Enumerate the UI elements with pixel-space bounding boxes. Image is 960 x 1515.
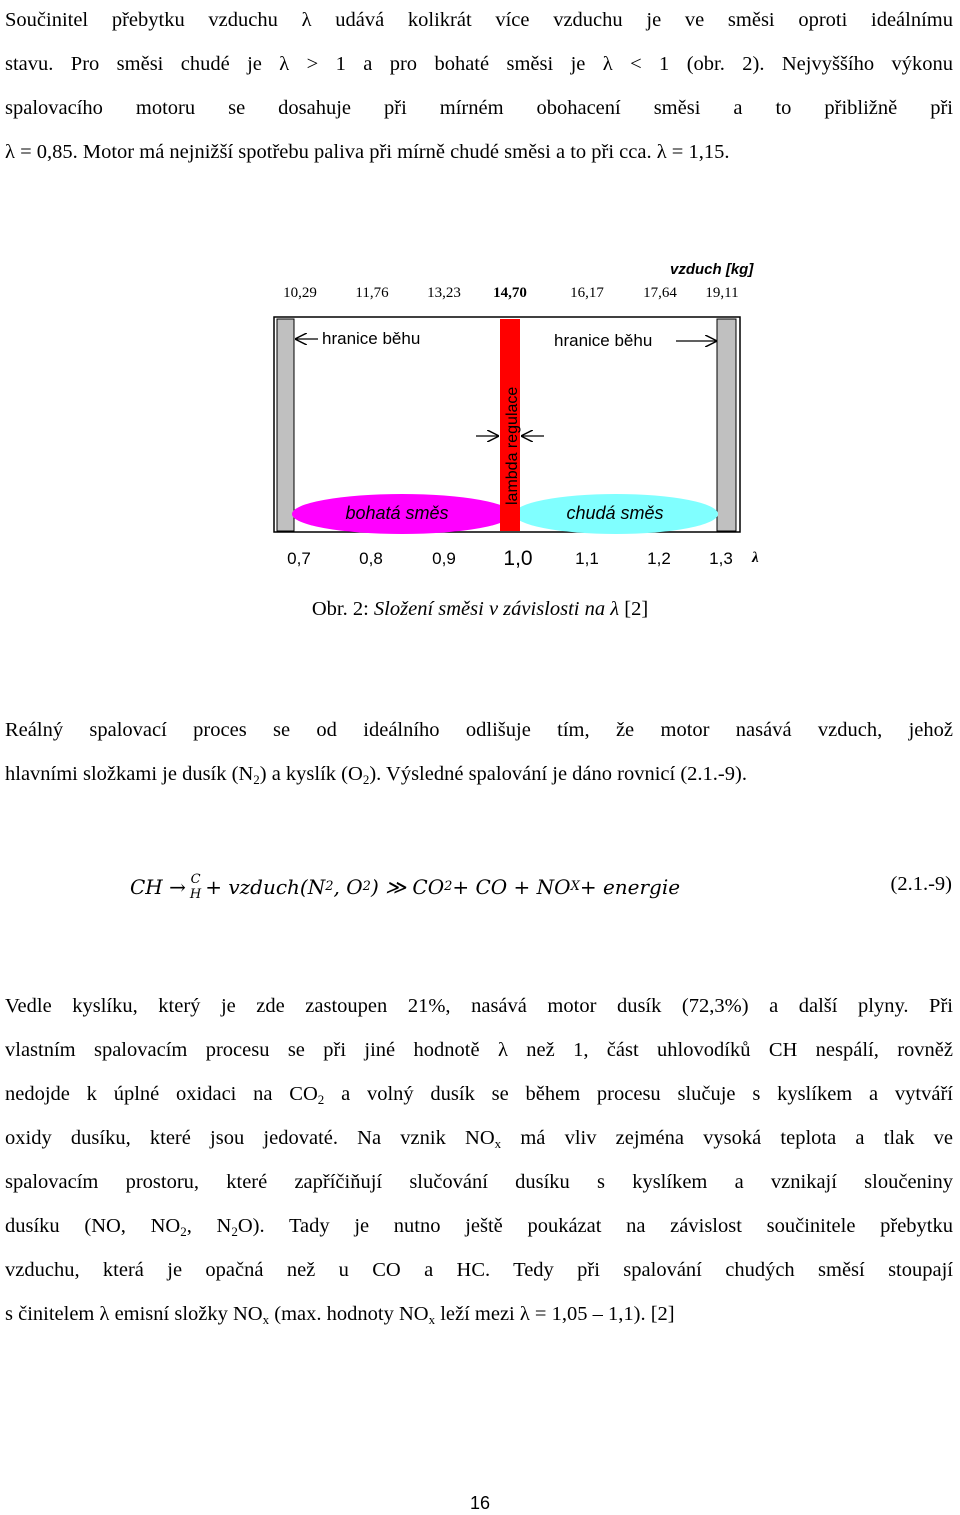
left-limit-label: hranice běhu	[322, 329, 421, 348]
bottom-tick: 0,7	[287, 549, 311, 568]
paragraph-emissions	[5, 984, 953, 1336]
caption-text: Složení směsi v závislosti na λ	[368, 598, 620, 620]
text-line: vzduchu, která je opačná než u CO a HC. Tedy při spalování chudých směsí stoupají	[5, 1259, 953, 1281]
text-line: dusíku (NO, $NO_2$, $N_2O$). Tady je nutno ještě poukázat na závislost součinitele přebytku	[5, 1215, 953, 1239]
center-band-label: lambda regulace	[504, 386, 521, 505]
bottom-tick: 0,8	[359, 549, 383, 568]
text-line: spalovacím prostoru, které zapříčiňují slučování dusíku s kyslíkem a vznikají sloučeniny	[5, 1171, 953, 1193]
top-tick: 16,17	[570, 285, 604, 301]
rich-mixture-label: bohatá směs	[345, 503, 449, 523]
top-tick: 10,29	[283, 285, 317, 301]
text-line: Vedle kyslíku, který je zde zastoupen 21%, nasává motor dusík (72,3%) a další plyny. Při	[5, 995, 953, 1017]
page-number: 16	[469, 1493, 491, 1513]
right-limit-label: hranice běhu	[554, 331, 653, 350]
bottom-tick-highlight: 1,0	[503, 547, 533, 570]
text-line: Reálný spalovací proces se od ideálního odlišuje tím, že motor nasává vzduch, jehož	[5, 719, 953, 741]
text-line: nedojde k úplné oxidaci na $CO_2$ a volný dusík se během procesu slučuje s kyslíkem a vytváří	[5, 1083, 953, 1107]
top-tick: 11,76	[355, 285, 389, 301]
figure-caption	[0, 598, 960, 621]
lean-mixture-label: chudá směs	[566, 503, 664, 523]
top-tick: 19,11	[705, 285, 739, 301]
text-line: oxidy dusíku, které jsou jedovaté. Na vznik $NO_x$ má vliv zejména vysoká teplota a tlak ve	[5, 1127, 953, 1151]
bottom-tick: 1,2	[647, 549, 671, 568]
caption-prefix: Obr. 2:	[311, 598, 369, 620]
text-line: hlavními složkami je dusík $(N_2)$ a kyslík $(O_2)$. Výsledné spalování je dáno rovnicí (2.1.-9).	[5, 763, 747, 787]
combustion-equation: CH → C H + vzduch(N 2 , O 2 ) ≫ CO 2 + CO + NO X + energie	[130, 872, 681, 902]
text-line: stavu. Pro směsi chudé je λ > 1 a pro bohaté směsi je λ < 1 (obr. 2). Nejvyššího výkonu	[5, 53, 953, 75]
top-axis-title: vzduch [kg]	[670, 261, 754, 278]
text-line: s činitelem λ emisní složky $NO_x$ (max. hodnoty $NO_x$ leží mezi λ = 1,05 – 1,1). [2]	[5, 1303, 675, 1327]
bottom-tick: 1,3	[709, 549, 733, 568]
text-line: spalovacího motoru se dosahuje při mírném obohacení směsi a to přibližně při	[5, 97, 953, 119]
lambda-mixture-figure	[0, 0, 960, 590]
text-line: Součinitel přebytku vzduchu λ udává kolikrát více vzduchu je ve směsi oproti ideálnímu	[5, 9, 953, 31]
top-tick: 17,64	[643, 285, 677, 301]
top-tick: 13,23	[427, 285, 461, 301]
paragraph-real-process	[5, 708, 953, 796]
equation-fraction: C H	[189, 872, 202, 902]
text-line: vlastním spalovacím procesu se při jiné hodnotě λ než 1, část uhlovodíků CH nespálí, rovněž	[5, 1039, 953, 1061]
bottom-axis-symbol: λ	[752, 550, 759, 566]
bottom-tick: 1,1	[575, 549, 599, 568]
right-limit-bar	[717, 319, 736, 531]
left-limit-bar	[277, 319, 294, 531]
text-line: λ = 0,85. Motor má nejnižší spotřebu paliva při mírně chudé směsi a to při cca. λ = 1,15.	[5, 141, 730, 163]
caption-ref: [2]	[619, 598, 649, 620]
bottom-tick: 0,9	[432, 549, 456, 568]
top-tick-highlight: 14,70	[493, 285, 527, 301]
equation-number: (2.1.-9)	[890, 873, 952, 895]
